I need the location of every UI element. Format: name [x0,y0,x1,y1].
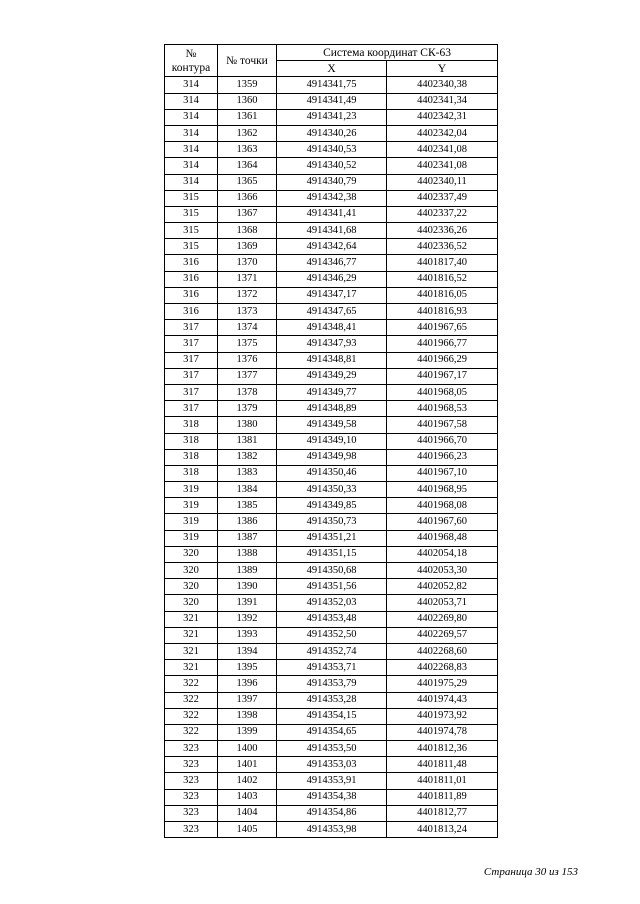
x-cell: 4914346,77 [277,255,387,271]
x-cell: 4914342,38 [277,190,387,206]
point-cell: 1401 [218,757,277,773]
x-cell: 4914353,48 [277,611,387,627]
x-cell: 4914350,68 [277,563,387,579]
x-cell: 4914353,79 [277,676,387,692]
contour-cell: 322 [165,676,218,692]
header-x: X [277,61,387,77]
point-cell: 1390 [218,579,277,595]
point-cell: 1404 [218,805,277,821]
y-cell: 4401813,24 [387,822,498,838]
contour-cell: 323 [165,805,218,821]
contour-cell: 316 [165,304,218,320]
y-cell: 4402053,71 [387,595,498,611]
y-cell: 4401968,08 [387,498,498,514]
x-cell: 4914347,17 [277,287,387,303]
point-cell: 1384 [218,482,277,498]
x-cell: 4914340,52 [277,158,387,174]
point-cell: 1363 [218,142,277,158]
x-cell: 4914341,68 [277,223,387,239]
x-cell: 4914341,75 [277,77,387,93]
x-cell: 4914341,49 [277,93,387,109]
y-cell: 4401974,43 [387,692,498,708]
point-cell: 1379 [218,401,277,417]
point-cell: 1386 [218,514,277,530]
x-cell: 4914347,93 [277,336,387,352]
y-cell: 4402337,49 [387,190,498,206]
table-row [165,255,498,271]
y-cell: 4402268,83 [387,660,498,676]
y-cell: 4401816,05 [387,287,498,303]
x-cell: 4914354,15 [277,708,387,724]
y-cell: 4401966,77 [387,336,498,352]
x-cell: 4914354,65 [277,724,387,740]
y-cell: 4401811,48 [387,757,498,773]
y-cell: 4402341,08 [387,142,498,158]
y-cell: 4401811,01 [387,773,498,789]
contour-cell: 322 [165,708,218,724]
header-point-number: № точки [218,45,277,77]
x-cell: 4914354,38 [277,789,387,805]
point-cell: 1398 [218,708,277,724]
contour-cell: 314 [165,93,218,109]
contour-cell: 318 [165,417,218,433]
y-cell: 4402336,52 [387,239,498,255]
y-cell: 4401966,70 [387,433,498,449]
point-cell: 1394 [218,643,277,659]
x-cell: 4914349,98 [277,449,387,465]
contour-cell: 318 [165,449,218,465]
contour-cell: 317 [165,368,218,384]
point-cell: 1362 [218,125,277,141]
point-cell: 1399 [218,724,277,740]
x-cell: 4914342,64 [277,239,387,255]
contour-cell: 319 [165,498,218,514]
table-row [165,287,498,303]
x-cell: 4914353,50 [277,741,387,757]
table-row [165,206,498,222]
y-cell: 4401968,53 [387,401,498,417]
y-cell: 4401967,65 [387,320,498,336]
table-row [165,465,498,481]
point-cell: 1385 [218,498,277,514]
table-row [165,676,498,692]
table-row [165,741,498,757]
table-row [165,336,498,352]
point-cell: 1368 [218,223,277,239]
contour-cell: 323 [165,741,218,757]
x-cell: 4914348,41 [277,320,387,336]
y-cell: 4401812,36 [387,741,498,757]
table-row [165,433,498,449]
contour-cell: 316 [165,287,218,303]
table-row [165,498,498,514]
header-contour-number-sign: № [185,47,197,60]
y-cell: 4402054,18 [387,546,498,562]
table-row [165,271,498,287]
point-cell: 1387 [218,530,277,546]
contour-cell: 322 [165,724,218,740]
x-cell: 4914349,29 [277,368,387,384]
y-cell: 4402269,57 [387,627,498,643]
point-cell: 1372 [218,287,277,303]
table-row [165,643,498,659]
y-cell: 4401816,52 [387,271,498,287]
table-row [165,449,498,465]
contour-cell: 320 [165,563,218,579]
table-row [165,304,498,320]
point-cell: 1393 [218,627,277,643]
contour-cell: 321 [165,660,218,676]
x-cell: 4914353,71 [277,660,387,676]
contour-cell: 315 [165,206,218,222]
y-cell: 4401968,48 [387,530,498,546]
header-contour-number [165,45,218,77]
point-cell: 1364 [218,158,277,174]
point-cell: 1361 [218,109,277,125]
x-cell: 4914349,10 [277,433,387,449]
table-row [165,660,498,676]
x-cell: 4914347,65 [277,304,387,320]
table-row [165,822,498,838]
x-cell: 4914352,03 [277,595,387,611]
y-cell: 4401974,78 [387,724,498,740]
y-cell: 4402341,34 [387,93,498,109]
contour-cell: 319 [165,514,218,530]
point-cell: 1377 [218,368,277,384]
contour-cell: 318 [165,465,218,481]
y-cell: 4402052,82 [387,579,498,595]
x-cell: 4914346,29 [277,271,387,287]
table-row [165,514,498,530]
table-row [165,320,498,336]
x-cell: 4914348,81 [277,352,387,368]
contour-cell: 317 [165,352,218,368]
x-cell: 4914351,56 [277,579,387,595]
y-cell: 4401967,58 [387,417,498,433]
point-cell: 1395 [218,660,277,676]
table-header [165,45,498,77]
contour-cell: 323 [165,757,218,773]
point-cell: 1359 [218,77,277,93]
contour-cell: 320 [165,579,218,595]
contour-cell: 323 [165,773,218,789]
table-row [165,692,498,708]
y-cell: 4401975,29 [387,676,498,692]
table-body [165,77,498,838]
point-cell: 1403 [218,789,277,805]
contour-cell: 323 [165,789,218,805]
contour-cell: 321 [165,643,218,659]
x-cell: 4914341,41 [277,206,387,222]
point-cell: 1402 [218,773,277,789]
contour-cell: 315 [165,190,218,206]
point-cell: 1367 [218,206,277,222]
point-cell: 1383 [218,465,277,481]
y-cell: 4402268,60 [387,643,498,659]
point-cell: 1380 [218,417,277,433]
table-row [165,595,498,611]
y-cell: 4402340,11 [387,174,498,190]
page-number-footer: Страница 30 из 153 [483,866,578,878]
table-row [165,142,498,158]
table-row [165,352,498,368]
x-cell: 4914353,98 [277,822,387,838]
contour-cell: 317 [165,384,218,400]
contour-cell: 318 [165,433,218,449]
point-cell: 1370 [218,255,277,271]
x-cell: 4914350,73 [277,514,387,530]
point-cell: 1391 [218,595,277,611]
y-cell: 4401967,10 [387,465,498,481]
contour-cell: 314 [165,125,218,141]
table-row [165,546,498,562]
table-row [165,190,498,206]
table-row [165,563,498,579]
y-cell: 4402269,80 [387,611,498,627]
table-row [165,174,498,190]
x-cell: 4914341,23 [277,109,387,125]
y-cell: 4401968,95 [387,482,498,498]
point-cell: 1371 [218,271,277,287]
table-row [165,789,498,805]
y-cell: 4401966,29 [387,352,498,368]
table-row [165,579,498,595]
x-cell: 4914340,53 [277,142,387,158]
table-row [165,401,498,417]
contour-cell: 317 [165,401,218,417]
x-cell: 4914352,50 [277,627,387,643]
table-row [165,611,498,627]
table-row [165,125,498,141]
y-cell: 4401967,60 [387,514,498,530]
x-cell: 4914349,85 [277,498,387,514]
table-row [165,368,498,384]
x-cell: 4914340,26 [277,125,387,141]
y-cell: 4402340,38 [387,77,498,93]
table-row [165,530,498,546]
point-cell: 1397 [218,692,277,708]
contour-cell: 320 [165,595,218,611]
y-cell: 4401816,93 [387,304,498,320]
x-cell: 4914353,91 [277,773,387,789]
contour-cell: 317 [165,336,218,352]
y-cell: 4401967,17 [387,368,498,384]
header-coordinate-system: Система координат СК-63 [277,45,498,61]
contour-cell: 321 [165,627,218,643]
point-cell: 1365 [218,174,277,190]
point-cell: 1375 [218,336,277,352]
point-cell: 1366 [218,190,277,206]
x-cell: 4914348,89 [277,401,387,417]
contour-cell: 322 [165,692,218,708]
point-cell: 1360 [218,93,277,109]
point-cell: 1378 [218,384,277,400]
table-row [165,109,498,125]
point-cell: 1405 [218,822,277,838]
contour-cell: 314 [165,77,218,93]
header-contour-word: контура [171,61,211,74]
y-cell: 4402337,22 [387,206,498,222]
point-cell: 1373 [218,304,277,320]
y-cell: 4402053,30 [387,563,498,579]
table-row [165,773,498,789]
contour-cell: 319 [165,482,218,498]
x-cell: 4914351,15 [277,546,387,562]
table-row [165,417,498,433]
point-cell: 1388 [218,546,277,562]
contour-cell: 314 [165,174,218,190]
point-cell: 1376 [218,352,277,368]
x-cell: 4914352,74 [277,643,387,659]
contour-cell: 315 [165,239,218,255]
table-row [165,93,498,109]
point-cell: 1396 [218,676,277,692]
y-cell: 4401968,05 [387,384,498,400]
table-row [165,158,498,174]
y-cell: 4401973,92 [387,708,498,724]
y-cell: 4401812,77 [387,805,498,821]
table-row [165,708,498,724]
point-cell: 1374 [218,320,277,336]
header-y: Y [387,61,498,77]
y-cell: 4401966,23 [387,449,498,465]
y-cell: 4402342,04 [387,125,498,141]
contour-cell: 314 [165,109,218,125]
point-cell: 1382 [218,449,277,465]
x-cell: 4914349,77 [277,384,387,400]
table-row [165,384,498,400]
contour-cell: 321 [165,611,218,627]
contour-cell: 314 [165,142,218,158]
coordinates-table [164,44,498,838]
table-row [165,239,498,255]
y-cell: 4402336,26 [387,223,498,239]
table-row [165,482,498,498]
table-row [165,627,498,643]
contour-cell: 323 [165,822,218,838]
contour-cell: 319 [165,530,218,546]
contour-cell: 316 [165,271,218,287]
contour-cell: 314 [165,158,218,174]
table-row [165,724,498,740]
point-cell: 1392 [218,611,277,627]
x-cell: 4914353,03 [277,757,387,773]
contour-cell: 317 [165,320,218,336]
x-cell: 4914353,28 [277,692,387,708]
x-cell: 4914351,21 [277,530,387,546]
table-row [165,223,498,239]
x-cell: 4914350,33 [277,482,387,498]
y-cell: 4402341,08 [387,158,498,174]
point-cell: 1381 [218,433,277,449]
y-cell: 4401811,89 [387,789,498,805]
table-row [165,77,498,93]
y-cell: 4402342,31 [387,109,498,125]
point-cell: 1400 [218,741,277,757]
x-cell: 4914350,46 [277,465,387,481]
table-row [165,757,498,773]
point-cell: 1389 [218,563,277,579]
contour-cell: 316 [165,255,218,271]
table-row [165,805,498,821]
point-cell: 1369 [218,239,277,255]
x-cell: 4914354,86 [277,805,387,821]
y-cell: 4401817,40 [387,255,498,271]
contour-cell: 320 [165,546,218,562]
contour-cell: 315 [165,223,218,239]
x-cell: 4914340,79 [277,174,387,190]
x-cell: 4914349,58 [277,417,387,433]
